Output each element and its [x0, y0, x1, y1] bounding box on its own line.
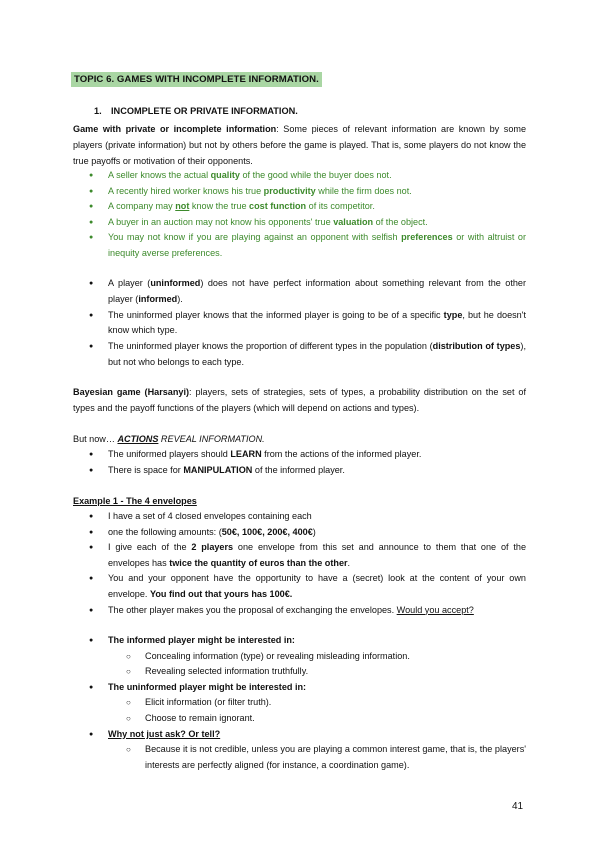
list-item: ● You and your opponent have the opportunity to have a (secret) look at the content of your own envelope. You find out that yours has 100€. [108, 571, 526, 602]
uninformed-sublist [108, 695, 526, 726]
intro-paragraph [73, 121, 526, 169]
sublist-item: ○ Revealing selected information truthfully. [145, 664, 526, 680]
intro-term: Game with private or incomplete information [73, 124, 277, 134]
list-item: ● The uninformed player knows that the informed player is going to be of a specific type, but he doesn't know which type. [108, 308, 526, 340]
informed-sublist [108, 649, 526, 680]
list-item [108, 633, 526, 680]
why-title: Why not just ask? Or tell? [108, 728, 221, 739]
player-bullets [108, 276, 526, 371]
section-number: 1. [94, 106, 102, 116]
bayesian-text: : players, sets of strategies, sets of types, a probability distribution on the set of types and the payoff functions of the players (which will depend on actions and types). [73, 387, 526, 413]
informed-title: The informed player might be interested in: [108, 635, 295, 645]
list-item: ● The other player makes you the proposal of exchanging the envelopes. Would you accept? [108, 603, 526, 619]
uninformed-title: The uninformed player might be interested in: [108, 681, 307, 692]
topic-title: TOPIC 6. GAMES WITH INCOMPLETE INFORMATION. [71, 72, 322, 87]
list-item: ● A seller knows the actual quality of the good while the buyer does not. [108, 168, 526, 184]
list-item: ● I give each of the 2 players one envelope from this set and announce to them that one of the envelopes has twice the quantity of euros than the other. [108, 540, 526, 571]
list-item: ● A buyer in an auction may not know his opponents' true valuation of the object. [108, 215, 526, 231]
list-item: ● There is space for MANIPULATION of the informed player. [108, 463, 526, 479]
sublist-item: ○ Elicit information (or filter truth). [145, 695, 526, 711]
sublist-item: ○ Choose to remain ignorant. [145, 711, 526, 727]
why-sublist [108, 742, 526, 773]
list-item: ● The uniformed players should LEARN from the actions of the informed player. [108, 447, 526, 463]
list-item: ● The uninformed player knows the proportion of different types in the population (distribution of types), but not who belongs to each type. [108, 339, 526, 371]
list-item: ● You may not know if you are playing against an opponent with selfish preferences or with altruist or inequity averse preferences. [108, 230, 526, 261]
list-item: ● A recently hired worker knows his true productivity while the firm does not. [108, 184, 526, 200]
page-number: 41 [512, 801, 524, 812]
list-item: ● A player (uninformed) does not have perfect information about something relevant from the other player (informed). [108, 276, 526, 308]
list-item: ● A company may not know the true cost function of its competitor. [108, 199, 526, 215]
section-title: INCOMPLETE OR PRIVATE INFORMATION. [111, 106, 298, 116]
example-bullets [108, 509, 526, 618]
list-item [108, 727, 526, 774]
but-now-line: But now… ACTIONS REVEAL INFORMATION. [73, 434, 265, 444]
list-item: ● I have a set of 4 closed envelopes containing each [108, 509, 526, 525]
bayesian-paragraph [73, 384, 526, 416]
sublist-item: ○ Because it is not credible, unless you are playing a common interest game, that is, the players' interests are perfectly aligned (for instance, a coordination game). [145, 742, 526, 773]
action-bullets [108, 447, 526, 478]
section-heading [94, 106, 298, 116]
sublist-item: ○ Concealing information (type) or revealing misleading information. [145, 649, 526, 665]
interest-bullets [108, 633, 526, 773]
list-item: ● one the following amounts: (50€, 100€, 200€, 400€) [108, 525, 526, 541]
examples-list [108, 168, 526, 262]
bayesian-term: Bayesian game (Harsanyi) [73, 387, 190, 397]
list-item [108, 680, 526, 727]
intro-text: : Some pieces of relevant information are known by some players (private information) but not by others before the game is played. That is, some players do not know the true payoffs or motivation of their opponents. [73, 124, 527, 166]
example-title: Example 1 - The 4 envelopes [73, 496, 197, 506]
